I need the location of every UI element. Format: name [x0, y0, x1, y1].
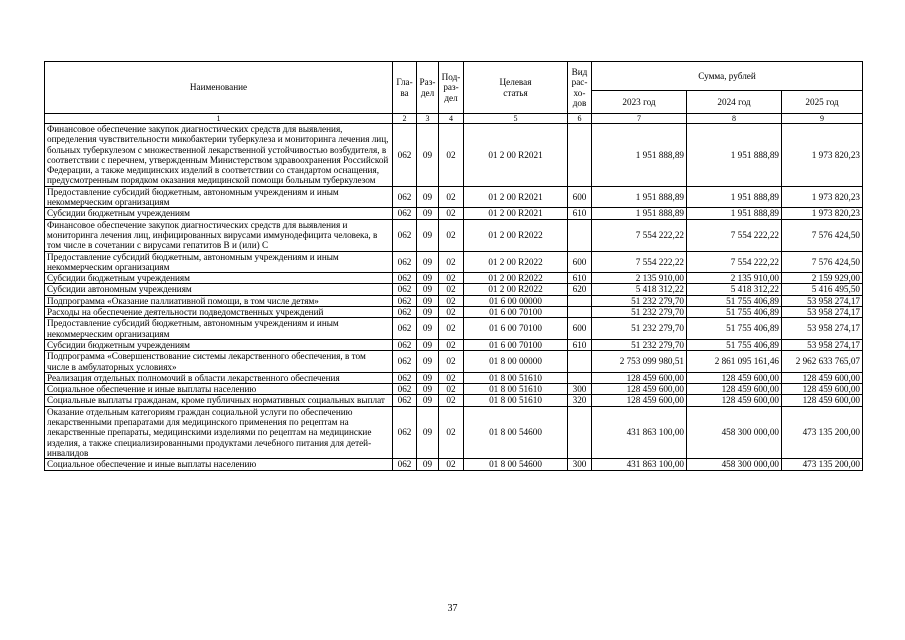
row-vid: 300 [568, 459, 592, 470]
row-vid [568, 124, 592, 187]
row-glava: 062 [393, 395, 417, 406]
row-glava: 062 [393, 124, 417, 187]
row-sum-2023: 128 459 600,00 [592, 395, 687, 406]
row-target: 01 8 00 51610 [464, 384, 568, 395]
table-row [45, 251, 863, 273]
row-razdel: 09 [417, 124, 439, 187]
column-number: 7 [592, 114, 687, 124]
row-name: Предоставление субсидий бюджетным, автономным учреждениям и иным некоммерческим организациям [45, 251, 393, 273]
row-sum-2023: 2 135 910,00 [592, 273, 687, 284]
row-razdel: 09 [417, 351, 439, 373]
row-razdel: 09 [417, 459, 439, 470]
row-vid: 620 [568, 284, 592, 295]
row-sum-2025: 128 459 600,00 [782, 384, 863, 395]
row-glava: 062 [393, 295, 417, 306]
header-glava: Гла- ва [393, 62, 417, 114]
table-row [45, 186, 863, 208]
row-target: 01 2 00 R2021 [464, 208, 568, 219]
row-vid: 600 [568, 318, 592, 340]
row-name: Субсидии бюджетным учреждениям [45, 273, 393, 284]
header-podrazdel: Под- раз- дел [439, 62, 464, 114]
row-vid: 300 [568, 384, 592, 395]
row-podrazdel: 02 [439, 124, 464, 187]
row-sum-2025: 2 159 929,00 [782, 273, 863, 284]
table-row [45, 406, 863, 458]
row-sum-2024: 1 951 888,89 [687, 208, 782, 219]
table-row [45, 295, 863, 306]
row-glava: 062 [393, 251, 417, 273]
row-sum-2024: 7 554 222,22 [687, 219, 782, 251]
column-number: 8 [687, 114, 782, 124]
row-podrazdel: 02 [439, 307, 464, 318]
row-glava: 062 [393, 208, 417, 219]
row-sum-2024: 458 300 000,00 [687, 459, 782, 470]
row-name: Предоставление субсидий бюджетным, автономным учреждениям и иным некоммерческим организациям [45, 318, 393, 340]
row-vid [568, 219, 592, 251]
row-sum-2024: 128 459 600,00 [687, 395, 782, 406]
table-row [45, 395, 863, 406]
row-glava: 062 [393, 351, 417, 373]
row-sum-2025: 128 459 600,00 [782, 395, 863, 406]
table-row [45, 208, 863, 219]
row-sum-2023: 128 459 600,00 [592, 384, 687, 395]
row-sum-2024: 7 554 222,22 [687, 251, 782, 273]
row-podrazdel: 02 [439, 208, 464, 219]
row-sum-2025: 473 135 200,00 [782, 459, 863, 470]
row-sum-2025: 53 958 274,17 [782, 295, 863, 306]
row-target: 01 8 00 51610 [464, 372, 568, 383]
row-sum-2023: 1 951 888,89 [592, 208, 687, 219]
row-glava: 062 [393, 284, 417, 295]
row-sum-2023: 2 753 099 980,51 [592, 351, 687, 373]
row-sum-2023: 431 863 100,00 [592, 459, 687, 470]
row-glava: 062 [393, 219, 417, 251]
header-sum: Сумма, рублей [592, 62, 863, 91]
row-vid: 600 [568, 186, 592, 208]
row-sum-2024: 51 755 406,89 [687, 339, 782, 350]
table-row [45, 124, 863, 187]
row-podrazdel: 02 [439, 251, 464, 273]
row-vid [568, 372, 592, 383]
row-sum-2024: 51 755 406,89 [687, 318, 782, 340]
row-name: Социальное обеспечение и иные выплаты населению [45, 384, 393, 395]
row-name: Реализация отдельных полномочий в области лекарственного обеспечения [45, 372, 393, 383]
row-sum-2023: 7 554 222,22 [592, 251, 687, 273]
row-sum-2023: 1 951 888,89 [592, 186, 687, 208]
page-number: 37 [447, 603, 458, 614]
row-razdel: 09 [417, 219, 439, 251]
row-target: 01 2 00 R2021 [464, 124, 568, 187]
row-podrazdel: 02 [439, 395, 464, 406]
row-razdel: 09 [417, 318, 439, 340]
row-vid [568, 307, 592, 318]
row-name: Субсидии автономным учреждениям [45, 284, 393, 295]
row-vid [568, 406, 592, 458]
row-glava: 062 [393, 339, 417, 350]
header-year-2023: 2023 год [592, 91, 687, 114]
budget-table [44, 61, 863, 471]
row-name: Финансовое обеспечение закупок диагностических средств для выявления и мониторинга лечения лиц, инфицированных вирусами иммунодефицита человека, в том числе в сочетании с вирусами гепатитов В и (или) С [45, 219, 393, 251]
table-row [45, 351, 863, 373]
row-sum-2025: 53 958 274,17 [782, 318, 863, 340]
row-target: 01 6 00 70100 [464, 318, 568, 340]
table-row [45, 339, 863, 350]
row-razdel: 09 [417, 384, 439, 395]
column-number: 5 [464, 114, 568, 124]
row-name: Социальное обеспечение и иные выплаты населению [45, 459, 393, 470]
row-vid: 610 [568, 273, 592, 284]
row-podrazdel: 02 [439, 372, 464, 383]
row-razdel: 09 [417, 251, 439, 273]
row-target: 01 2 00 R2022 [464, 273, 568, 284]
row-glava: 062 [393, 318, 417, 340]
table-row [45, 273, 863, 284]
table-row [45, 384, 863, 395]
row-vid: 320 [568, 395, 592, 406]
row-podrazdel: 02 [439, 406, 464, 458]
row-sum-2023: 7 554 222,22 [592, 219, 687, 251]
row-name: Субсидии бюджетным учреждениям [45, 208, 393, 219]
row-sum-2023: 128 459 600,00 [592, 372, 687, 383]
header-year-2024: 2024 год [687, 91, 782, 114]
row-sum-2025: 473 135 200,00 [782, 406, 863, 458]
header-target: Целевая статья [464, 62, 568, 114]
row-sum-2025: 5 416 495,50 [782, 284, 863, 295]
row-podrazdel: 02 [439, 219, 464, 251]
row-sum-2025: 53 958 274,17 [782, 307, 863, 318]
row-razdel: 09 [417, 208, 439, 219]
row-razdel: 09 [417, 273, 439, 284]
row-sum-2024: 458 300 000,00 [687, 406, 782, 458]
row-razdel: 09 [417, 284, 439, 295]
row-podrazdel: 02 [439, 384, 464, 395]
row-vid [568, 351, 592, 373]
row-sum-2025: 1 973 820,23 [782, 186, 863, 208]
header-year-2025: 2025 год [782, 91, 863, 114]
table-row [45, 318, 863, 340]
row-razdel: 09 [417, 307, 439, 318]
row-sum-2023: 1 951 888,89 [592, 124, 687, 187]
row-sum-2023: 5 418 312,22 [592, 284, 687, 295]
row-podrazdel: 02 [439, 351, 464, 373]
row-sum-2025: 7 576 424,50 [782, 251, 863, 273]
row-sum-2025: 7 576 424,50 [782, 219, 863, 251]
row-target: 01 8 00 54600 [464, 459, 568, 470]
row-razdel: 09 [417, 406, 439, 458]
row-sum-2024: 128 459 600,00 [687, 384, 782, 395]
row-glava: 062 [393, 384, 417, 395]
row-glava: 062 [393, 406, 417, 458]
row-sum-2025: 1 973 820,23 [782, 124, 863, 187]
row-name: Подпрограмма «Оказание паллиативной помощи, в том числе детям» [45, 295, 393, 306]
row-podrazdel: 02 [439, 273, 464, 284]
row-sum-2024: 1 951 888,89 [687, 124, 782, 187]
row-sum-2025: 2 962 633 765,07 [782, 351, 863, 373]
row-glava: 062 [393, 459, 417, 470]
row-target: 01 2 00 R2021 [464, 186, 568, 208]
row-sum-2023: 431 863 100,00 [592, 406, 687, 458]
table-row [45, 219, 863, 251]
row-sum-2024: 51 755 406,89 [687, 307, 782, 318]
row-name: Субсидии бюджетным учреждениям [45, 339, 393, 350]
row-target: 01 2 00 R2022 [464, 284, 568, 295]
row-target: 01 8 00 54600 [464, 406, 568, 458]
row-podrazdel: 02 [439, 284, 464, 295]
row-glava: 062 [393, 186, 417, 208]
column-number: 2 [393, 114, 417, 124]
column-number: 3 [417, 114, 439, 124]
row-sum-2024: 2 135 910,00 [687, 273, 782, 284]
row-razdel: 09 [417, 372, 439, 383]
row-podrazdel: 02 [439, 295, 464, 306]
column-number: 4 [439, 114, 464, 124]
table-row [45, 459, 863, 470]
row-target: 01 2 00 R2022 [464, 251, 568, 273]
row-sum-2023: 51 232 279,70 [592, 318, 687, 340]
row-sum-2025: 1 973 820,23 [782, 208, 863, 219]
column-number: 9 [782, 114, 863, 124]
row-target: 01 2 00 R2022 [464, 219, 568, 251]
row-sum-2024: 128 459 600,00 [687, 372, 782, 383]
row-name: Расходы на обеспечение деятельности подведомственных учреждений [45, 307, 393, 318]
header-razdel: Раз- дел [417, 62, 439, 114]
row-name: Финансовое обеспечение закупок диагностических средств для выявления, определения чувствительности микобактерии туберкулеза и мониторинга лечения лиц, больных туберкулезом с множественной лекарственной устойчивостью возбудителя, в соответствии с перечнем, утвержденным Министерством здравоохранения Российской Федерации, а также медицинских изделий в соответствии со стандартом оснащения, предусмотренным порядком оказания медицинской помощи больным туберкулезом [45, 124, 393, 187]
row-razdel: 09 [417, 339, 439, 350]
row-sum-2024: 2 861 095 161,46 [687, 351, 782, 373]
row-podrazdel: 02 [439, 459, 464, 470]
row-podrazdel: 02 [439, 318, 464, 340]
row-name: Подпрограмма «Совершенствование системы лекарственного обеспечения, в том числе в амбулаторных условиях» [45, 351, 393, 373]
row-target: 01 6 00 70100 [464, 339, 568, 350]
row-glava: 062 [393, 273, 417, 284]
row-sum-2023: 51 232 279,70 [592, 339, 687, 350]
table-row [45, 284, 863, 295]
row-vid [568, 295, 592, 306]
row-podrazdel: 02 [439, 186, 464, 208]
row-razdel: 09 [417, 395, 439, 406]
table-row [45, 372, 863, 383]
row-razdel: 09 [417, 186, 439, 208]
column-number: 6 [568, 114, 592, 124]
header-vid: Вид рас- хо- дов [568, 62, 592, 114]
row-name: Оказание отдельным категориям граждан социальной услуги по обеспечению лекарственными препаратами для медицинского применения по рецептам на лекарственные препараты, медицинскими изделиями по рецептам на медицинские изделия, а также специализированными продуктами лечебного питания для детей-инвалидов [45, 406, 393, 458]
row-vid: 610 [568, 208, 592, 219]
row-target: 01 8 00 51610 [464, 395, 568, 406]
row-target: 01 6 00 00000 [464, 295, 568, 306]
row-sum-2025: 128 459 600,00 [782, 372, 863, 383]
row-name: Предоставление субсидий бюджетным, автономным учреждениям и иным некоммерческим организациям [45, 186, 393, 208]
row-target: 01 6 00 70100 [464, 307, 568, 318]
header-row [45, 62, 863, 91]
row-podrazdel: 02 [439, 339, 464, 350]
column-number: 1 [45, 114, 393, 124]
row-vid: 610 [568, 339, 592, 350]
row-razdel: 09 [417, 295, 439, 306]
row-sum-2023: 51 232 279,70 [592, 307, 687, 318]
row-glava: 062 [393, 372, 417, 383]
row-sum-2024: 51 755 406,89 [687, 295, 782, 306]
row-name: Социальные выплаты гражданам, кроме публичных нормативных социальных выплат [45, 395, 393, 406]
row-sum-2024: 1 951 888,89 [687, 186, 782, 208]
row-sum-2025: 53 958 274,17 [782, 339, 863, 350]
table-row [45, 307, 863, 318]
header-name: Наименование [45, 62, 393, 114]
row-target: 01 8 00 00000 [464, 351, 568, 373]
column-number-row [45, 114, 863, 124]
row-vid: 600 [568, 251, 592, 273]
row-sum-2023: 51 232 279,70 [592, 295, 687, 306]
row-glava: 062 [393, 307, 417, 318]
row-sum-2024: 5 418 312,22 [687, 284, 782, 295]
